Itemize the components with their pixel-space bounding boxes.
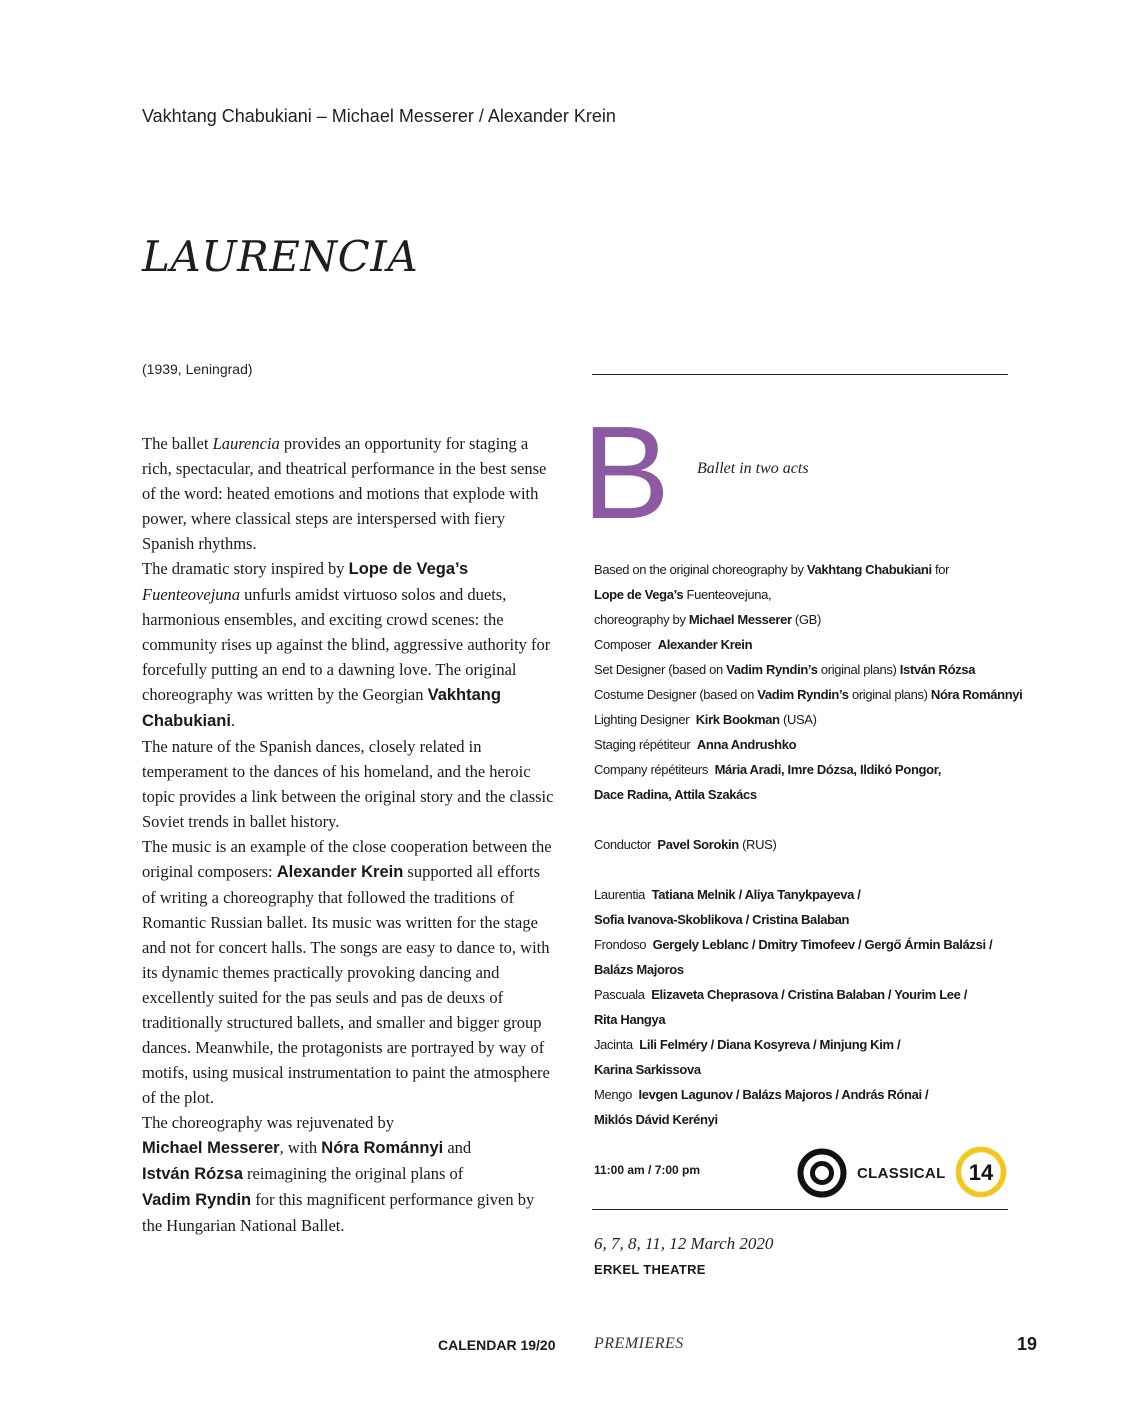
description-text xyxy=(142,431,556,1238)
cast-laurentia: Laurentia Tatiana Melnik / Aliya Tanykpayeva / xyxy=(594,887,861,902)
page-title: LAURENCIA xyxy=(142,232,419,281)
credit-company: Company répétiteurs Mária Aradi, Imre Dózsa, Ildikó Pongor, xyxy=(594,762,941,777)
show-times: 11:00 am / 7:00 pm xyxy=(594,1163,701,1177)
paragraph-1: The ballet Laurencia provides an opportunity for staging a rich, spectacular, and theatrical performance in the best sense of the word: heated emotions and motions that explode with power, where classical steps are interspersed with fiery Spanish rhythms. xyxy=(142,434,547,553)
credits-list xyxy=(594,557,1023,1132)
paragraph-5: The choreography was rejuvenated by Michael Messerer, with Nóra Románnyi and István Rózsa reimagining the original plans of Vadim Ryndin for this magnificent performance given by the Hungarian National Ballet. xyxy=(142,1113,535,1235)
credit-source: Lope de Vega’s Fuenteovejuna, xyxy=(594,587,772,602)
cast-pascuala: Pascuala Elizaveta Cheprasova / Cristina Balaban / Yourim Lee / xyxy=(594,987,968,1002)
cast-frondoso: Frondoso Gergely Leblanc / Dmitry Timofeev / Gergő Ármin Balázsi / xyxy=(594,937,993,952)
footer-calendar: CALENDAR 19/20 xyxy=(438,1337,556,1353)
origin-note: (1939, Leningrad) xyxy=(142,361,253,377)
section-letter: B xyxy=(582,399,671,546)
paragraph-2: The dramatic story inspired by Lope de Vega’s Fuenteovejuna unfurls amidst virtuoso solos and duets, harmonious ensembles, and exciting crowd scenes: the community rises up against the blind, aggressive authority for forcefully putting an end to a dawning love. The original choreography was written by the Georgian Vakhtang Chabukiani. xyxy=(142,559,551,730)
cast-pascuala-cont: Rita Hangya xyxy=(594,1012,666,1027)
creators-line: Vakhtang Chabukiani – Michael Messerer / Alexander Krein xyxy=(142,106,616,126)
cast-laurentia-cont: Sofia Ivanova-Skoblikova / Cristina Balaban xyxy=(594,912,850,927)
series-label: CLASSICAL xyxy=(857,1165,946,1182)
credit-staging: Staging répétiteur Anna Andrushko xyxy=(594,737,797,752)
age-rating-value: 14 xyxy=(968,1160,994,1185)
performance-dates: 6, 7, 8, 11, 12 March 2020 xyxy=(594,1234,774,1253)
footer-section: PREMIERES xyxy=(594,1335,684,1352)
cast-frondoso-cont: Balázs Majoros xyxy=(594,962,684,977)
credit-based-on: Based on the original choreography by Vakhtang Chabukiani for xyxy=(594,562,950,577)
page-number: 19 xyxy=(1017,1334,1038,1354)
age-rating-icon xyxy=(955,1146,1007,1198)
credit-conductor: Conductor Pavel Sorokin (RUS) xyxy=(594,837,777,852)
cast-jacinta: Jacinta Lili Felméry / Diana Kosyreva / Minjung Kim / xyxy=(594,1037,901,1052)
credit-costume-designer: Costume Designer (based on Vadim Ryndin’s original plans) Nóra Románnyi xyxy=(594,687,1023,702)
cast-mengo-cont: Miklós Dávid Kerényi xyxy=(594,1112,718,1127)
credit-set-designer: Set Designer (based on Vadim Ryndin’s original plans) István Rózsa xyxy=(594,662,976,677)
cast-jacinta-cont: Karina Sarkissova xyxy=(594,1062,701,1077)
credit-lighting-designer: Lighting Designer Kirk Bookman (USA) xyxy=(594,712,817,727)
paragraph-3: The nature of the Spanish dances, closely related in temperament to the dances of his homeland, and the heroic topic provides a link between the original story and the classic Soviet trends in ballet history. xyxy=(142,737,554,831)
genre-label: Ballet in two acts xyxy=(697,460,809,477)
bottom-divider xyxy=(592,1209,1008,1210)
credit-composer: Composer Alexander Krein xyxy=(594,637,753,652)
credit-choreography: choreography by Michael Messerer (GB) xyxy=(594,612,821,627)
cast-mengo: Mengo Ievgen Lagunov / Balázs Majoros / András Rónai / xyxy=(594,1087,929,1102)
paragraph-4: The music is an example of the close cooperation between the original composers: Alexander Krein supported all efforts of writing a choreography that followed the traditions of Romantic Russian ballet. Its music was written for the stage and not for concert halls. The songs are easy to dance to, with its dynamic themes practically provoking dancing and excellently suited for the pas seuls and pas de deuxs of traditionally structured ballets, and smaller and bigger group dances. Meanwhile, the protagonists are portrayed by way of motifs, using musical instrumentation to paint the atmosphere of the plot. xyxy=(142,837,552,1107)
credit-company-cont: Dace Radina, Attila Szakács xyxy=(594,787,757,802)
classical-series-icon xyxy=(797,1148,847,1198)
top-divider xyxy=(592,374,1008,375)
venue-name: ERKEL THEATRE xyxy=(594,1262,706,1277)
